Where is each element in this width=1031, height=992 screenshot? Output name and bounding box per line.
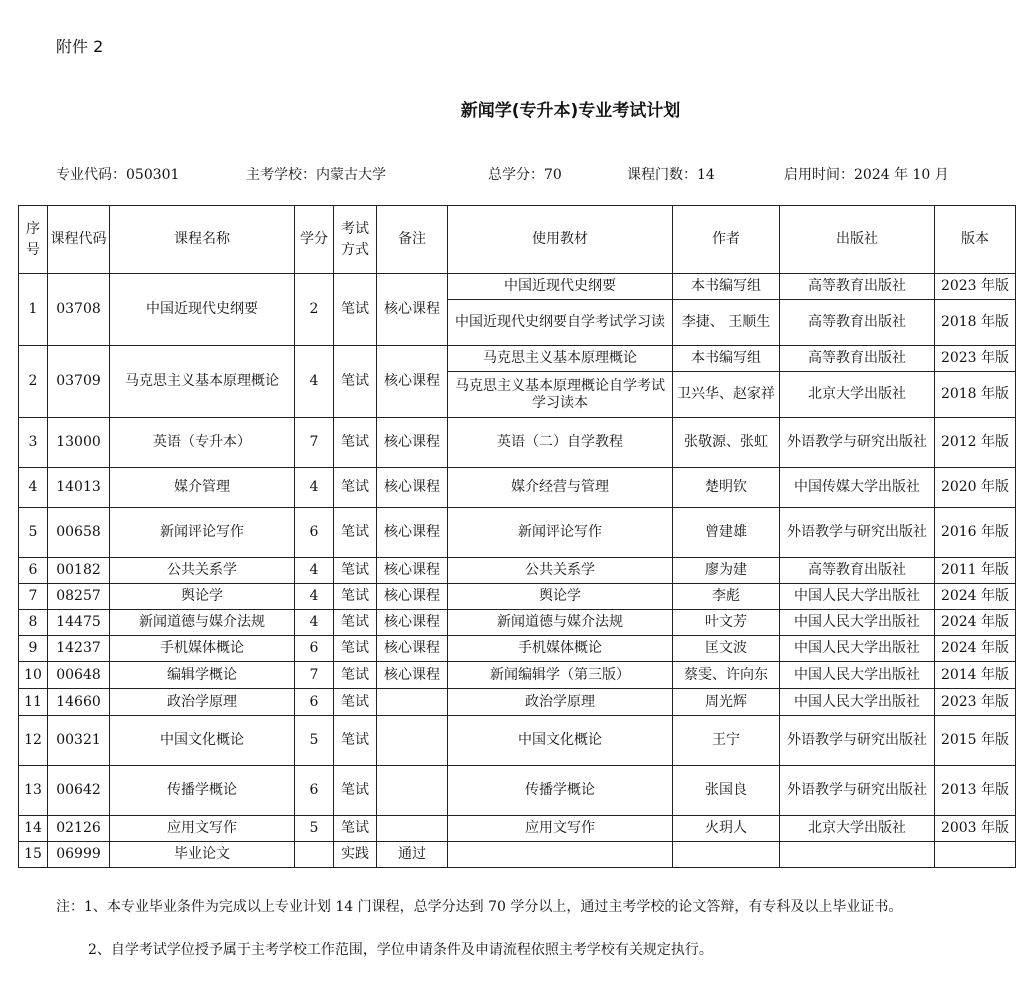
cell-book-title: 手机媒体概论 [448,636,673,662]
cell-book-title: 新闻评论写作 [448,508,673,558]
cell-code: 06999 [48,842,110,868]
cell-name: 政治学原理 [110,689,295,716]
cell-credit: 4 [295,558,334,584]
cell-exam: 笔试 [334,346,377,418]
cell-book-publisher: 中国人民大学出版社 [780,584,935,610]
cell-remark: 核心课程 [377,662,448,689]
cell-code: 08257 [48,584,110,610]
header-textbook: 使用教材 [448,206,673,274]
cell-remark: 核心课程 [377,346,448,418]
cell-book-author: 曾建雄 [673,508,780,558]
cell-exam: 笔试 [334,662,377,689]
cell-book-publisher: 高等教育出版社 [780,300,935,346]
cell-book-author: 楚明钦 [673,468,780,508]
table-body [19,274,1016,868]
cell-exam: 笔试 [334,636,377,662]
exam-plan-table [18,205,1016,868]
cell-book-edition: 2011 年版 [935,558,1016,584]
cell-book-publisher: 高等教育出版社 [780,274,935,300]
cell-book-edition: 2015 年版 [935,716,1016,766]
cell-seq: 7 [19,584,48,610]
cell-book-title [448,842,673,868]
cell-remark [377,816,448,842]
cell-remark: 核心课程 [377,508,448,558]
cell-book-publisher: 北京大学出版社 [780,816,935,842]
cell-book-edition: 2023 年版 [935,346,1016,372]
cell-code: 02126 [48,816,110,842]
cell-code: 14660 [48,689,110,716]
cell-book-edition: 2023 年版 [935,274,1016,300]
header-seq: 序号 [19,206,48,274]
cell-exam: 实践 [334,842,377,868]
cell-book-author: 火玥人 [673,816,780,842]
cell-book-edition: 2020 年版 [935,468,1016,508]
cell-book-edition: 2014 年版 [935,662,1016,689]
total-credits: 总学分：70 [488,167,562,183]
cell-seq: 11 [19,689,48,716]
cell-code: 00321 [48,716,110,766]
cell-remark: 核心课程 [377,610,448,636]
cell-code: 00658 [48,508,110,558]
cell-seq: 14 [19,816,48,842]
attachment-label: 附件 2 [56,37,104,56]
cell-name: 新闻评论写作 [110,508,295,558]
cell-exam: 笔试 [334,610,377,636]
table-row [19,274,1016,300]
table-header-row [19,206,1016,274]
document-title: 新闻学(专升本)专业考试计划 [460,101,681,121]
cell-book-title: 媒介经营与管理 [448,468,673,508]
cell-book-publisher [780,842,935,868]
cell-name: 英语（专升本） [110,418,295,468]
major-code: 专业代码：050301 [56,167,180,183]
cell-exam: 笔试 [334,716,377,766]
cell-name: 舆论学 [110,584,295,610]
cell-code: 14237 [48,636,110,662]
cell-code: 03709 [48,346,110,418]
cell-book-title: 政治学原理 [448,689,673,716]
cell-book-publisher: 中国人民大学出版社 [780,689,935,716]
cell-seq: 13 [19,766,48,816]
cell-seq: 6 [19,558,48,584]
cell-book-publisher: 中国人民大学出版社 [780,662,935,689]
cell-book-author: 本书编写组 [673,274,780,300]
table-row [19,508,1016,558]
cell-book-publisher: 外语教学与研究出版社 [780,418,935,468]
cell-seq: 3 [19,418,48,468]
note-2: 2、自学考试学位授予属于主考学校工作范围，学位申请条件及申请流程依照主考学校有关规定执行。 [88,942,713,958]
cell-book-title: 中国近现代史纲要 [448,274,673,300]
cell-name: 马克思主义基本原理概论 [110,346,295,418]
cell-book-author: 匡文波 [673,636,780,662]
header-remark: 备注 [377,206,448,274]
header-exam: 考试方式 [334,206,377,274]
cell-exam: 笔试 [334,418,377,468]
cell-book-edition: 2018 年版 [935,372,1016,418]
start-time: 启用时间：2024 年 10 月 [784,167,949,183]
cell-book-publisher: 中国人民大学出版社 [780,636,935,662]
cell-exam: 笔试 [334,689,377,716]
cell-credit: 4 [295,346,334,418]
cell-exam: 笔试 [334,508,377,558]
cell-book-edition: 2013 年版 [935,766,1016,816]
cell-remark: 核心课程 [377,468,448,508]
cell-book-edition: 2024 年版 [935,636,1016,662]
cell-book-author: 张敬源、张虹 [673,418,780,468]
cell-exam: 笔试 [334,816,377,842]
cell-name: 新闻道德与媒介法规 [110,610,295,636]
cell-book-title: 新闻编辑学（第三版） [448,662,673,689]
cell-seq: 8 [19,610,48,636]
table-row [19,842,1016,868]
cell-credit: 4 [295,610,334,636]
cell-book-title: 公共关系学 [448,558,673,584]
cell-book-edition: 2023 年版 [935,689,1016,716]
cell-remark: 核心课程 [377,636,448,662]
cell-credit: 7 [295,662,334,689]
cell-name: 媒介管理 [110,468,295,508]
cell-exam: 笔试 [334,558,377,584]
cell-seq: 5 [19,508,48,558]
cell-book-publisher: 外语教学与研究出版社 [780,508,935,558]
cell-credit: 4 [295,584,334,610]
exam-school: 主考学校：内蒙古大学 [246,167,386,183]
cell-book-author: 周光辉 [673,689,780,716]
cell-credit: 2 [295,274,334,346]
cell-book-edition: 2024 年版 [935,610,1016,636]
table-row [19,816,1016,842]
cell-exam: 笔试 [334,274,377,346]
cell-remark: 核心课程 [377,584,448,610]
course-count: 课程门数：14 [627,167,715,183]
table-row [19,346,1016,372]
cell-book-title: 舆论学 [448,584,673,610]
cell-book-edition: 2024 年版 [935,584,1016,610]
cell-remark: 核心课程 [377,418,448,468]
cell-credit: 7 [295,418,334,468]
cell-book-title: 中国近现代史纲要自学考试学习读 [448,300,673,346]
table-row [19,418,1016,468]
cell-remark [377,766,448,816]
cell-name: 公共关系学 [110,558,295,584]
table-row [19,610,1016,636]
cell-code: 00182 [48,558,110,584]
cell-book-author: 蔡雯、许向东 [673,662,780,689]
cell-exam: 笔试 [334,584,377,610]
cell-code: 00642 [48,766,110,816]
cell-name: 应用文写作 [110,816,295,842]
cell-code: 00648 [48,662,110,689]
cell-book-publisher: 北京大学出版社 [780,372,935,418]
cell-name: 毕业论文 [110,842,295,868]
cell-seq: 2 [19,346,48,418]
notes-section [56,896,986,961]
cell-book-title: 应用文写作 [448,816,673,842]
table-row [19,689,1016,716]
cell-credit: 6 [295,766,334,816]
cell-book-title: 英语（二）自学教程 [448,418,673,468]
cell-seq: 4 [19,468,48,508]
cell-book-author: 王宁 [673,716,780,766]
cell-seq: 12 [19,716,48,766]
cell-code: 03708 [48,274,110,346]
header-code: 课程代码 [48,206,110,274]
cell-credit: 6 [295,636,334,662]
cell-name: 中国近现代史纲要 [110,274,295,346]
cell-book-author: 李捷、 王顺生 [673,300,780,346]
cell-code: 14475 [48,610,110,636]
cell-remark: 核心课程 [377,558,448,584]
cell-book-edition [935,842,1016,868]
cell-code: 13000 [48,418,110,468]
cell-remark [377,716,448,766]
cell-book-edition: 2012 年版 [935,418,1016,468]
cell-book-publisher: 中国人民大学出版社 [780,610,935,636]
header-author: 作者 [673,206,780,274]
cell-book-publisher: 高等教育出版社 [780,346,935,372]
cell-book-author: 卫兴华、赵家祥 [673,372,780,418]
cell-seq: 15 [19,842,48,868]
cell-book-title: 马克思主义基本原理概论 [448,346,673,372]
table-row [19,558,1016,584]
header-credit: 学分 [295,206,334,274]
cell-book-publisher: 高等教育出版社 [780,558,935,584]
header-publisher: 出版社 [780,206,935,274]
cell-book-title: 马克思主义基本原理概论自学考试学习读本 [448,372,673,418]
table-row [19,766,1016,816]
cell-exam: 笔试 [334,766,377,816]
cell-name: 手机媒体概论 [110,636,295,662]
table-row [19,716,1016,766]
cell-credit: 4 [295,468,334,508]
cell-book-title: 中国文化概论 [448,716,673,766]
cell-name: 传播学概论 [110,766,295,816]
cell-book-edition: 2003 年版 [935,816,1016,842]
cell-book-title: 新闻道德与媒介法规 [448,610,673,636]
cell-book-edition: 2016 年版 [935,508,1016,558]
cell-book-author: 张国良 [673,766,780,816]
cell-credit [295,842,334,868]
header-edition: 版本 [935,206,1016,274]
cell-code: 14013 [48,468,110,508]
cell-book-author: 本书编写组 [673,346,780,372]
cell-credit: 6 [295,689,334,716]
cell-book-author: 廖为建 [673,558,780,584]
cell-exam: 笔试 [334,468,377,508]
cell-remark [377,689,448,716]
cell-name: 编辑学概论 [110,662,295,689]
cell-seq: 10 [19,662,48,689]
table-row [19,468,1016,508]
cell-credit: 6 [295,508,334,558]
cell-book-publisher: 外语教学与研究出版社 [780,716,935,766]
cell-book-author: 叶文芳 [673,610,780,636]
table-row [19,636,1016,662]
cell-book-title: 传播学概论 [448,766,673,816]
table-row [19,662,1016,689]
cell-remark: 通过 [377,842,448,868]
cell-credit: 5 [295,716,334,766]
cell-seq: 9 [19,636,48,662]
cell-remark: 核心课程 [377,274,448,346]
cell-book-publisher: 外语教学与研究出版社 [780,766,935,816]
cell-book-author: 李彪 [673,584,780,610]
table-row [19,584,1016,610]
cell-book-publisher: 中国传媒大学出版社 [780,468,935,508]
cell-name: 中国文化概论 [110,716,295,766]
note-1: 注：1、本专业毕业条件为完成以上专业计划 14 门课程，总学分达到 70 学分以上，通过主考学校的论文答辩，有专科及以上毕业证书。 [56,899,903,915]
header-name: 课程名称 [110,206,295,274]
cell-seq: 1 [19,274,48,346]
cell-credit: 5 [295,816,334,842]
cell-book-author [673,842,780,868]
cell-book-edition: 2018 年版 [935,300,1016,346]
